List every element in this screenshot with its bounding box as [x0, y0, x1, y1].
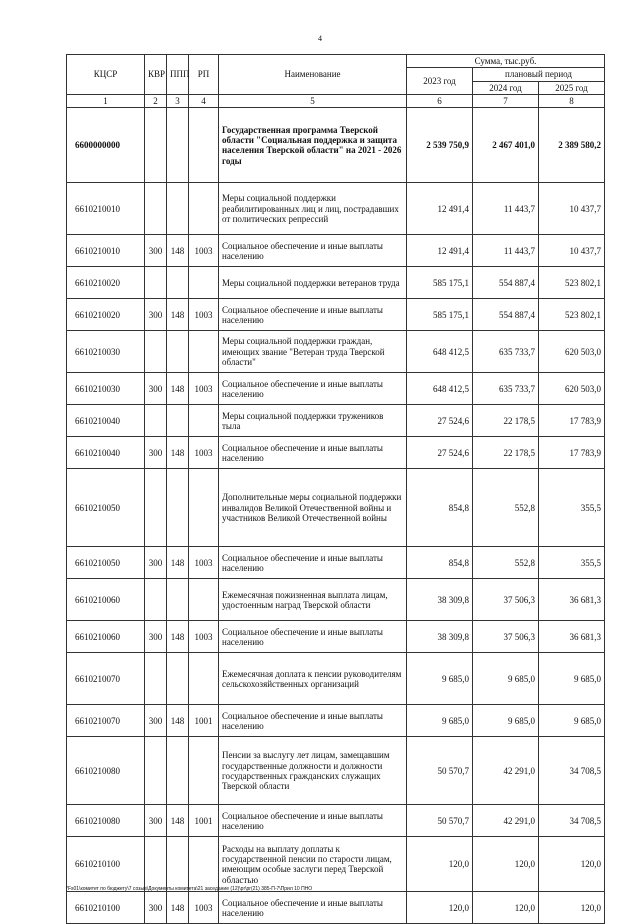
row-kcsr: 6610210010 — [67, 235, 145, 267]
row-name: Меры социальной поддержки граждан, имеющих звание "Ветеран труда Тверской области" — [219, 331, 407, 373]
row-rp: 1001 — [189, 705, 219, 737]
row-value-2023: 854,8 — [407, 547, 473, 579]
row-ppp — [167, 183, 189, 235]
row-kcsr: 6600000000 — [67, 108, 145, 183]
row-rp — [189, 737, 219, 805]
row-value-2023: 585 175,1 — [407, 299, 473, 331]
row-kvr: 300 — [145, 705, 167, 737]
row-value-2025: 34 708,5 — [539, 737, 605, 805]
row-kvr — [145, 183, 167, 235]
row-name: Социальное обеспечение и иные выплаты населению — [219, 373, 407, 405]
row-value-2024: 22 178,5 — [473, 437, 539, 469]
row-value-2024: 554 887,4 — [473, 267, 539, 299]
row-name: Меры социальной поддержки ветеранов труда — [219, 267, 407, 299]
row-value-2023: 9 685,0 — [407, 705, 473, 737]
budget-table — [66, 54, 605, 924]
row-ppp: 148 — [167, 235, 189, 267]
row-kvr — [145, 653, 167, 705]
row-value-2023: 38 309,8 — [407, 579, 473, 621]
row-value-2025: 9 685,0 — [539, 705, 605, 737]
row-value-2025: 523 802,1 — [539, 267, 605, 299]
row-value-2024: 37 506,3 — [473, 579, 539, 621]
row-ppp: 148 — [167, 892, 189, 924]
row-kvr — [145, 108, 167, 183]
header-kvr: КВР — [145, 55, 167, 95]
row-kcsr: 6610210050 — [67, 469, 145, 547]
row-value-2024: 11 443,7 — [473, 235, 539, 267]
row-value-2025: 10 437,7 — [539, 235, 605, 267]
column-number: 2 — [145, 95, 167, 108]
page-number: 4 — [318, 34, 322, 43]
table-row — [67, 653, 605, 705]
row-value-2025: 9 685,0 — [539, 653, 605, 705]
table-row — [67, 805, 605, 837]
table-row — [67, 705, 605, 737]
row-kvr — [145, 405, 167, 437]
row-value-2025: 620 503,0 — [539, 373, 605, 405]
table-row — [67, 183, 605, 235]
table-row — [67, 108, 605, 183]
row-value-2025: 17 783,9 — [539, 437, 605, 469]
row-value-2023: 854,8 — [407, 469, 473, 547]
row-rp — [189, 469, 219, 547]
footer-path: *Fs01\комитет по бюджету\7 созыв\Документы комитета\21 заседание (12)\pr\pr(21) 385-П-7\Прил 10 ПНО — [66, 886, 313, 892]
row-name: Дополнительные меры социальной поддержки инвалидов Великой Отечественной войны и участников Великой Отечественной войны — [219, 469, 407, 547]
row-rp — [189, 405, 219, 437]
row-ppp: 148 — [167, 705, 189, 737]
row-ppp: 148 — [167, 373, 189, 405]
row-value-2024: 552,8 — [473, 547, 539, 579]
table-row — [67, 331, 605, 373]
row-kcsr: 6610210080 — [67, 737, 145, 805]
row-kvr — [145, 737, 167, 805]
row-value-2023: 12 491,4 — [407, 183, 473, 235]
row-name: Социальное обеспечение и иные выплаты населению — [219, 547, 407, 579]
row-value-2023: 120,0 — [407, 837, 473, 892]
column-number: 6 — [407, 95, 473, 108]
table-row — [67, 405, 605, 437]
row-ppp — [167, 405, 189, 437]
row-kcsr: 6610210020 — [67, 267, 145, 299]
row-ppp — [167, 737, 189, 805]
row-rp — [189, 267, 219, 299]
row-value-2025: 620 503,0 — [539, 331, 605, 373]
row-value-2024: 2 467 401,0 — [473, 108, 539, 183]
row-name: Социальное обеспечение и иные выплаты населению — [219, 805, 407, 837]
row-kcsr: 6610210060 — [67, 621, 145, 653]
row-name: Социальное обеспечение и иные выплаты населению — [219, 437, 407, 469]
table-row — [67, 579, 605, 621]
row-kcsr: 6610210010 — [67, 183, 145, 235]
row-value-2025: 10 437,7 — [539, 183, 605, 235]
row-ppp — [167, 331, 189, 373]
table-row — [67, 837, 605, 892]
row-name: Государственная программа Тверской области "Социальная поддержка и защита населения Тверской области" на 2021 - 2026 годы — [219, 108, 407, 183]
row-value-2024: 42 291,0 — [473, 805, 539, 837]
row-value-2024: 120,0 — [473, 892, 539, 924]
row-value-2023: 12 491,4 — [407, 235, 473, 267]
row-ppp: 148 — [167, 621, 189, 653]
row-rp: 1003 — [189, 621, 219, 653]
column-number: 3 — [167, 95, 189, 108]
row-ppp — [167, 267, 189, 299]
row-value-2023: 585 175,1 — [407, 267, 473, 299]
row-rp — [189, 653, 219, 705]
column-number: 1 — [67, 95, 145, 108]
row-kcsr: 6610210020 — [67, 299, 145, 331]
row-value-2025: 17 783,9 — [539, 405, 605, 437]
row-value-2024: 11 443,7 — [473, 183, 539, 235]
row-kvr: 300 — [145, 299, 167, 331]
row-rp: 1003 — [189, 437, 219, 469]
header-kcsr: КЦСР — [67, 55, 145, 95]
header-rp: РП — [189, 55, 219, 95]
row-kvr — [145, 331, 167, 373]
row-name: Социальное обеспечение и иные выплаты населению — [219, 235, 407, 267]
row-value-2023: 648 412,5 — [407, 331, 473, 373]
row-value-2024: 42 291,0 — [473, 737, 539, 805]
header-ppp: ППП — [167, 55, 189, 95]
row-kcsr: 6610210030 — [67, 331, 145, 373]
row-kvr — [145, 579, 167, 621]
row-kcsr: 6610210100 — [67, 892, 145, 924]
row-name: Социальное обеспечение и иные выплаты населению — [219, 892, 407, 924]
row-value-2025: 120,0 — [539, 892, 605, 924]
row-ppp — [167, 653, 189, 705]
row-ppp: 148 — [167, 805, 189, 837]
row-rp: 1003 — [189, 547, 219, 579]
header-planned: плановый период — [473, 68, 605, 81]
header-sum: Сумма, тыс.руб. — [407, 55, 605, 68]
row-value-2025: 120,0 — [539, 837, 605, 892]
row-rp: 1003 — [189, 235, 219, 267]
row-kcsr: 6610210070 — [67, 653, 145, 705]
row-kvr — [145, 469, 167, 547]
row-name: Пенсии за выслугу лет лицам, замещавшим государственные должности и должности государственных гражданских служащих Тверской области — [219, 737, 407, 805]
row-ppp: 148 — [167, 299, 189, 331]
row-name: Меры социальной поддержки реабилитированных лиц и лиц, пострадавших от политических репрессий — [219, 183, 407, 235]
row-value-2025: 2 389 580,2 — [539, 108, 605, 183]
row-name: Социальное обеспечение и иные выплаты населению — [219, 621, 407, 653]
row-kvr: 300 — [145, 621, 167, 653]
row-ppp — [167, 579, 189, 621]
row-name: Ежемесячная пожизненная выплата лицам, удостоенным наград Тверской области — [219, 579, 407, 621]
table-row — [67, 267, 605, 299]
table-row — [67, 373, 605, 405]
row-ppp — [167, 469, 189, 547]
row-value-2024: 9 685,0 — [473, 705, 539, 737]
row-value-2023: 27 524,6 — [407, 437, 473, 469]
row-value-2023: 648 412,5 — [407, 373, 473, 405]
row-kcsr: 6610210030 — [67, 373, 145, 405]
row-ppp: 148 — [167, 437, 189, 469]
row-value-2023: 50 570,7 — [407, 737, 473, 805]
row-value-2023: 2 539 750,9 — [407, 108, 473, 183]
row-ppp: 148 — [167, 547, 189, 579]
row-kcsr: 6610210060 — [67, 579, 145, 621]
row-rp — [189, 579, 219, 621]
row-kcsr: 6610210050 — [67, 547, 145, 579]
row-value-2024: 635 733,7 — [473, 373, 539, 405]
row-value-2024: 635 733,7 — [473, 331, 539, 373]
column-number: 8 — [539, 95, 605, 108]
row-name: Меры социальной поддержки тружеников тыла — [219, 405, 407, 437]
row-value-2025: 355,5 — [539, 469, 605, 547]
row-value-2024: 120,0 — [473, 837, 539, 892]
table-row — [67, 469, 605, 547]
table-row — [67, 737, 605, 805]
row-rp: 1003 — [189, 892, 219, 924]
row-rp: 1003 — [189, 373, 219, 405]
row-value-2025: 36 681,3 — [539, 579, 605, 621]
table-row — [67, 892, 605, 924]
row-value-2023: 120,0 — [407, 892, 473, 924]
row-value-2025: 36 681,3 — [539, 621, 605, 653]
row-rp: 1001 — [189, 805, 219, 837]
row-value-2023: 27 524,6 — [407, 405, 473, 437]
row-value-2025: 523 802,1 — [539, 299, 605, 331]
row-value-2024: 22 178,5 — [473, 405, 539, 437]
row-rp: 1003 — [189, 299, 219, 331]
header-2023: 2023 год — [407, 68, 473, 95]
row-kvr: 300 — [145, 437, 167, 469]
row-value-2024: 552,8 — [473, 469, 539, 547]
row-value-2023: 38 309,8 — [407, 621, 473, 653]
row-value-2025: 355,5 — [539, 547, 605, 579]
header-name: Наименование — [219, 55, 407, 95]
column-number: 7 — [473, 95, 539, 108]
row-kvr — [145, 267, 167, 299]
row-rp — [189, 183, 219, 235]
row-kcsr: 6610210040 — [67, 437, 145, 469]
table-row — [67, 299, 605, 331]
row-ppp — [167, 108, 189, 183]
row-value-2023: 50 570,7 — [407, 805, 473, 837]
row-value-2024: 37 506,3 — [473, 621, 539, 653]
row-name: Ежемесячная доплата к пенсии руководителям сельскохозяйственных организаций — [219, 653, 407, 705]
row-name: Расходы на выплату доплаты к государственной пенсии по старости лицам, имеющим особые заслуги перед Тверской областью — [219, 837, 407, 892]
table-row — [67, 437, 605, 469]
column-number: 4 — [189, 95, 219, 108]
row-name: Социальное обеспечение и иные выплаты населению — [219, 705, 407, 737]
row-kvr: 300 — [145, 805, 167, 837]
row-kcsr: 6610210080 — [67, 805, 145, 837]
row-kvr: 300 — [145, 892, 167, 924]
row-value-2024: 554 887,4 — [473, 299, 539, 331]
row-kvr — [145, 837, 167, 892]
row-kvr: 300 — [145, 373, 167, 405]
row-kvr: 300 — [145, 547, 167, 579]
row-kcsr: 6610210040 — [67, 405, 145, 437]
row-value-2024: 9 685,0 — [473, 653, 539, 705]
column-number: 5 — [219, 95, 407, 108]
row-value-2025: 34 708,5 — [539, 805, 605, 837]
header-2025: 2025 год — [539, 81, 605, 94]
row-rp — [189, 331, 219, 373]
row-kcsr: 6610210070 — [67, 705, 145, 737]
row-rp — [189, 108, 219, 183]
table-row — [67, 621, 605, 653]
row-ppp — [167, 837, 189, 892]
row-value-2023: 9 685,0 — [407, 653, 473, 705]
table-row — [67, 235, 605, 267]
table-row — [67, 547, 605, 579]
row-kvr: 300 — [145, 235, 167, 267]
row-name: Социальное обеспечение и иные выплаты населению — [219, 299, 407, 331]
row-rp — [189, 837, 219, 892]
row-kcsr: 6610210100 — [67, 837, 145, 892]
header-2024: 2024 год — [473, 81, 539, 94]
